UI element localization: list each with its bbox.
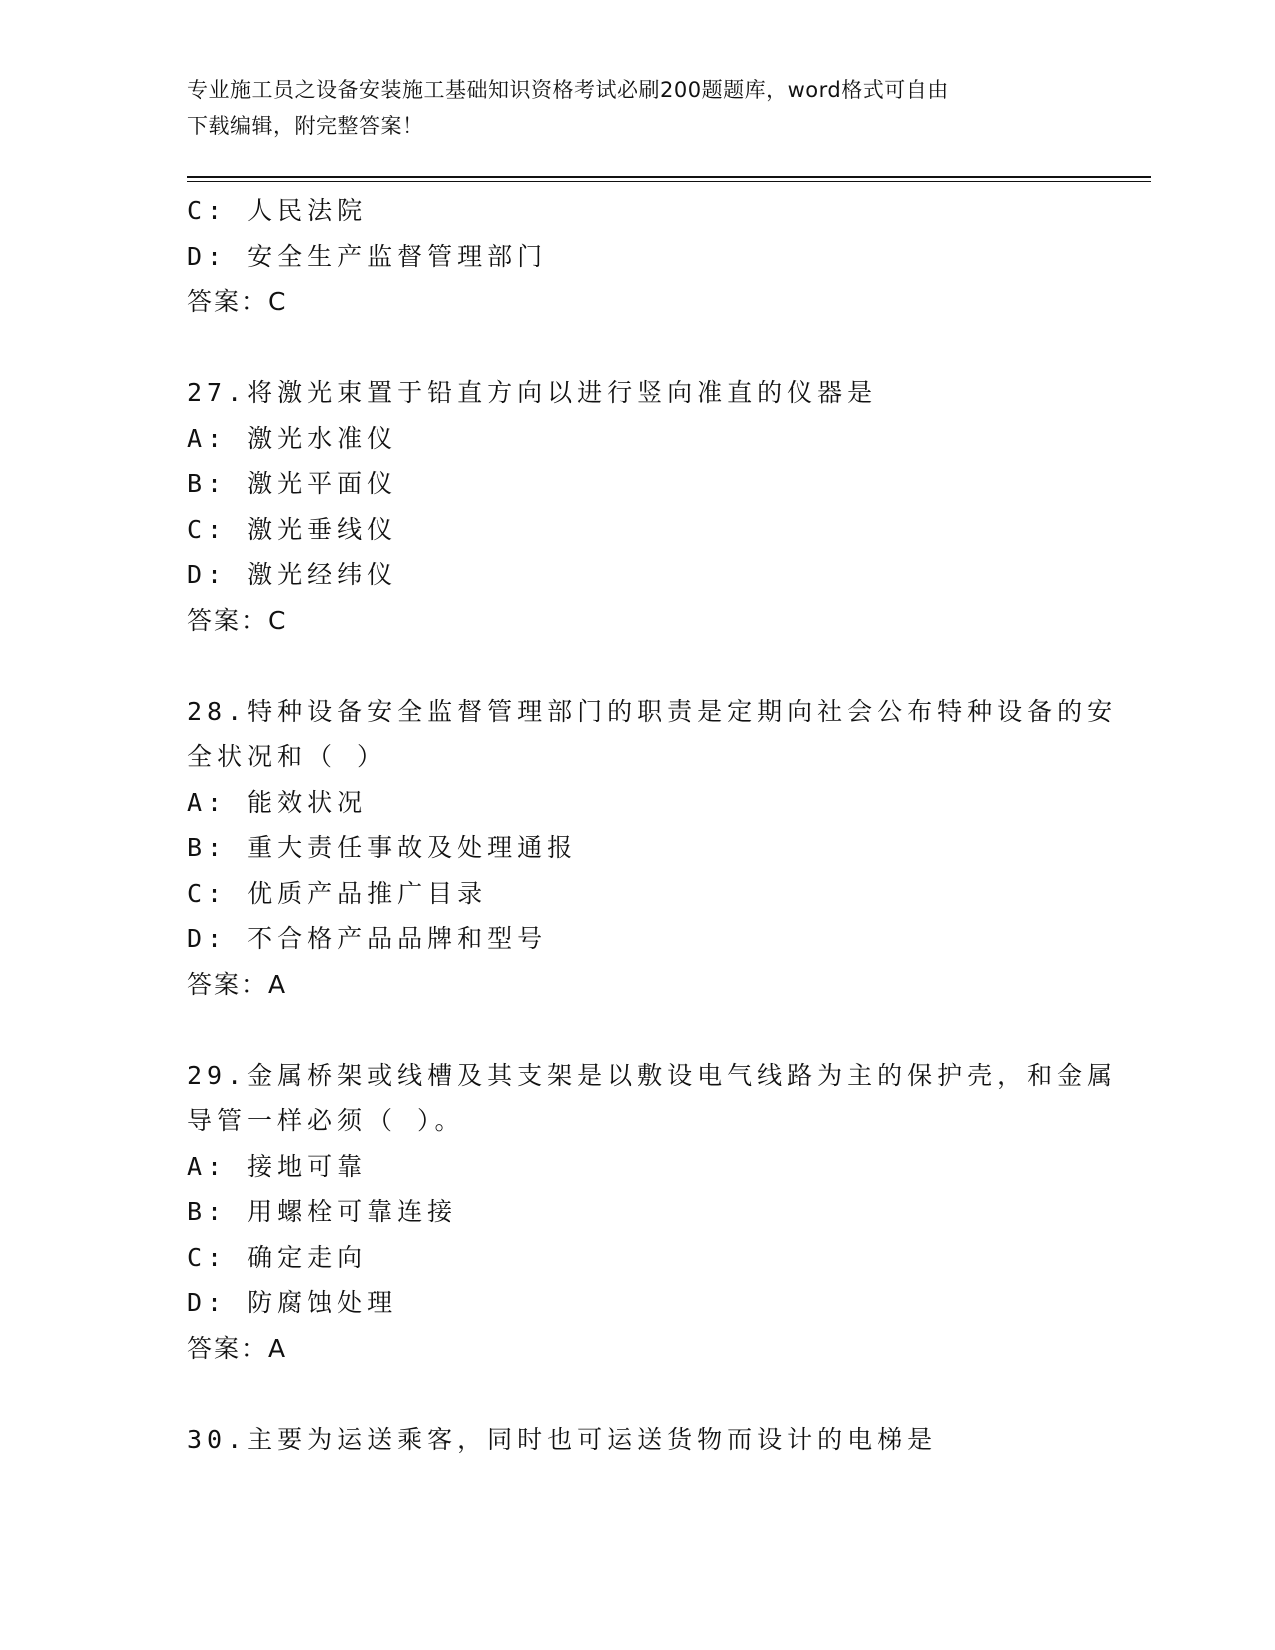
document-header xyxy=(187,72,1087,144)
question-stem-line-2: 全状况和（ ） xyxy=(187,742,388,771)
header-rule-thin xyxy=(187,181,1151,182)
question-block-29 xyxy=(187,1053,1118,1372)
question-block-prev xyxy=(187,188,1087,325)
question-stem-line-1: 29.金属桥架或线槽及其支架是以敷设电气线路为主的保护壳，和金属 xyxy=(187,1060,1118,1090)
option-a: A: 激光水准仪 xyxy=(187,423,398,453)
option-b: B: 用螺栓可靠连接 xyxy=(187,1197,458,1226)
option-c: C: 激光垂线仪 xyxy=(187,514,398,544)
answer-line: 答案：C xyxy=(187,605,288,635)
option-c: C: 优质产品推广目录 xyxy=(187,878,488,908)
question-block-27 xyxy=(187,370,1087,643)
option-d: D: 防腐蚀处理 xyxy=(187,1288,398,1317)
option-c: C: 人民法院 xyxy=(187,196,368,225)
question-stem: 27.将激光束置于铅直方向以进行竖向准直的仪器是 xyxy=(187,378,878,407)
option-b: B: 重大责任事故及处理通报 xyxy=(187,833,578,862)
option-b: B: 激光平面仪 xyxy=(187,469,398,498)
option-c: C: 确定走向 xyxy=(187,1242,368,1272)
question-stem: 30.主要为运送乘客，同时也可运送货物而设计的电梯是 xyxy=(187,1424,938,1454)
header-line-2: 下载编辑，附完整答案！ xyxy=(187,114,424,138)
header-line-1: 专业施工员之设备安装施工基础知识资格考试必刷200题题库，word格式可自由 xyxy=(187,78,949,102)
answer-line: 答案：A xyxy=(187,1333,288,1363)
question-stem-line-2: 导管一样必须（ ）。 xyxy=(187,1106,465,1135)
question-block-30 xyxy=(187,1417,1087,1463)
question-block-28 xyxy=(187,689,1118,1008)
option-d: D: 不合格产品品牌和型号 xyxy=(187,924,548,953)
option-a: A: 能效状况 xyxy=(187,787,368,817)
question-stem-line-1: 28.特种设备安全监督管理部门的职责是定期向社会公布特种设备的安 xyxy=(187,696,1118,726)
option-a: A: 接地可靠 xyxy=(187,1151,368,1181)
header-rule-thick xyxy=(187,176,1151,178)
option-d: D: 安全生产监督管理部门 xyxy=(187,241,548,271)
question-list xyxy=(187,188,1118,1462)
option-d: D: 激光经纬仪 xyxy=(187,560,398,589)
answer-line: 答案：C xyxy=(187,287,288,316)
answer-line: 答案：A xyxy=(187,969,288,999)
